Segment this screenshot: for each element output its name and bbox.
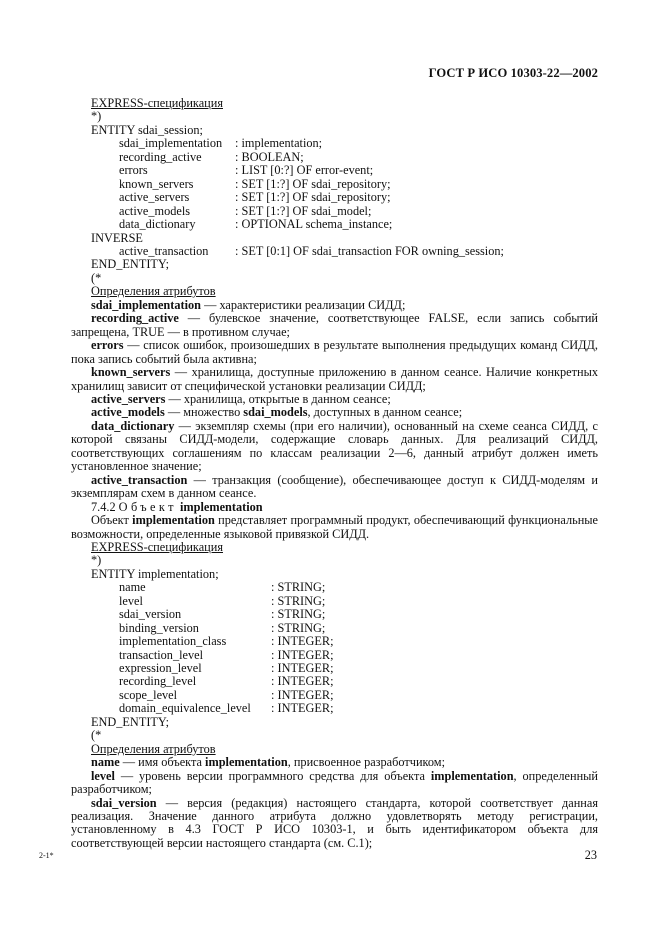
- definition-term: known_servers: [91, 365, 171, 380]
- comment-close: (*: [91, 270, 102, 285]
- intro-text: представляет программный продукт, обеспечивающий функциональные возможности, определенные языковой привязкой СИДД.: [71, 513, 598, 541]
- definition-paragraph: [71, 797, 598, 851]
- attribute-name: active_servers: [119, 190, 190, 205]
- definition-text: — экземпляр схемы (при его наличии), основанный на схеме сеанса СИДД, с которой связаны СИДД-модели, содержащие словарь данных. Для реализаций СИДД, соответствующих соглашениям по классам реализации 2—6, данный атрибут должен иметь установленное значение;: [71, 418, 598, 474]
- attribute-type: : INTEGER;: [271, 634, 334, 649]
- attribute-row: [71, 205, 598, 218]
- attribute-type: : BOOLEAN;: [235, 149, 304, 164]
- definitions-label: Определения атрибутов: [91, 284, 216, 299]
- intro-paragraph: [71, 514, 598, 541]
- definition-paragraph: [71, 393, 598, 406]
- definition-term: active_servers: [91, 391, 166, 406]
- attribute-name: sdai_version: [119, 607, 182, 622]
- attribute-row: [71, 622, 598, 635]
- attribute-type: : STRING;: [271, 620, 326, 635]
- attribute-row: [71, 137, 598, 150]
- page-header: ГОСТ Р ИСО 10303-22—2002: [428, 66, 598, 80]
- definition-term: name: [91, 755, 120, 770]
- attribute-row: [71, 164, 598, 177]
- definitions-label: Определения атрибутов: [91, 741, 216, 756]
- definition-text: , доступных в данном сеансе;: [307, 405, 463, 420]
- definition-text: — хранилища, доступные приложению в данном сеансе. Наличие конкретных хранилищ зависит от специфической установки реализации СИДД;: [71, 365, 598, 393]
- attribute-row: [71, 151, 598, 164]
- attribute-row: [71, 608, 598, 621]
- inverse-keyword: INVERSE: [91, 230, 143, 245]
- attribute-name: domain_equivalence_level: [119, 701, 251, 716]
- comment-close: (*: [91, 728, 102, 743]
- definition-text: — имя объекта: [119, 755, 206, 770]
- section-number: 7.4.2: [91, 499, 116, 514]
- definition-paragraph: [71, 474, 598, 501]
- definition-term-inline: sdai_models: [243, 405, 308, 420]
- attribute-row: [71, 675, 598, 688]
- attribute-type: : SET [1:?] OF sdai_repository;: [235, 176, 391, 191]
- attribute-name: recording_level: [119, 674, 197, 689]
- attribute-type: : SET [0:1] OF sdai_transaction FOR owning_session;: [235, 243, 504, 258]
- page-number: 23: [584, 848, 597, 862]
- definition-term: sdai_implementation: [91, 297, 201, 312]
- section-object-name: implementation: [179, 499, 263, 514]
- attribute-row: [71, 191, 598, 204]
- attribute-type: : INTEGER;: [271, 687, 334, 702]
- attribute-row: [71, 218, 598, 231]
- definition-term: data_dictionary: [91, 418, 175, 433]
- comment-open: *): [91, 553, 102, 568]
- attribute-type: : STRING;: [271, 593, 326, 608]
- definition-term-inline: implementation: [430, 768, 514, 783]
- definition-paragraph: [71, 420, 598, 474]
- definition-term: active_transaction: [91, 472, 188, 487]
- comment-open: *): [91, 109, 102, 124]
- definition-paragraph: [71, 339, 598, 366]
- attribute-name: binding_version: [119, 620, 199, 635]
- attribute-row: [71, 702, 598, 715]
- attribute-type: : INTEGER;: [271, 701, 334, 716]
- attribute-type: : implementation;: [235, 136, 323, 151]
- attribute-type: : STRING;: [271, 580, 326, 595]
- definition-text: , определенный разработчиком;: [71, 768, 599, 797]
- definition-paragraph: [71, 366, 598, 393]
- attribute-type: : SET [1:?] OF sdai_model;: [235, 203, 372, 218]
- attribute-row: [71, 635, 598, 648]
- entity-end: END_ENTITY;: [91, 257, 170, 272]
- attribute-row: [71, 178, 598, 191]
- intro-prefix: Объект: [91, 513, 133, 528]
- definition-term: sdai_version: [91, 795, 157, 810]
- attribute-type: : LIST [0:?] OF error-event;: [235, 163, 374, 178]
- definition-text: — версия (редакция) настоящего стандарта, которой соответствует данная реализация. Значение данного атрибута должно удовлетворять методу регистрации, установленному в 4.3 ГОСТ Р ИСО 10303-1, и быть идентификатором объекта для соответствующей версии настоящего стандарта (см. С.1);: [71, 795, 598, 850]
- attribute-row: [71, 689, 598, 702]
- attribute-name: recording_active: [119, 149, 202, 164]
- document-body: [71, 97, 598, 850]
- attribute-row: [71, 581, 598, 594]
- definition-paragraph: [71, 299, 598, 312]
- definition-text: — множество: [164, 405, 244, 420]
- attribute-type: : INTEGER;: [271, 647, 334, 662]
- attribute-type: : SET [1:?] OF sdai_repository;: [235, 190, 391, 205]
- attribute-type: : OPTIONAL schema_instance;: [235, 217, 393, 232]
- attribute-name: sdai_implementation: [119, 136, 223, 151]
- definition-text: — булевское значение, соответствующее FALSE, если запись событий запрещена, TRUE — в противном случае;: [71, 311, 598, 339]
- definition-paragraph: [71, 312, 598, 339]
- express-spec-label: EXPRESS-спецификация: [91, 539, 223, 554]
- definition-text: — уровень версии программного средства для объекта: [114, 768, 431, 783]
- attribute-row: [71, 649, 598, 662]
- attribute-type: : STRING;: [271, 607, 326, 622]
- definition-term: errors: [91, 338, 124, 353]
- attribute-name: active_transaction: [119, 243, 209, 258]
- attribute-row: [71, 595, 598, 608]
- attribute-name: known_servers: [119, 176, 194, 191]
- definition-text: — список ошибок, произошедших в результате выполнения предыдущих команд СИДД, пока запись событий была активна;: [71, 338, 598, 366]
- intro-term: implementation: [132, 513, 215, 528]
- definition-paragraph: [71, 770, 598, 797]
- attribute-name: name: [119, 580, 146, 595]
- attribute-type: : INTEGER;: [271, 674, 334, 689]
- attribute-name: scope_level: [119, 687, 178, 702]
- definition-term-inline: implementation: [205, 755, 288, 770]
- definition-text: — характеристики реализации СИДД;: [201, 297, 406, 312]
- attribute-name: errors: [119, 163, 148, 178]
- entity-declaration: ENTITY sdai_session;: [91, 122, 203, 137]
- attribute-name: implementation_class: [119, 634, 227, 649]
- attribute-type: : INTEGER;: [271, 661, 334, 676]
- section-object-word: Объект: [118, 499, 177, 514]
- express-spec-label: EXPRESS-спецификация: [91, 96, 223, 110]
- section-heading: [71, 501, 598, 514]
- attribute-name: level: [119, 593, 143, 608]
- definition-paragraph: [71, 406, 598, 419]
- entity-declaration: ENTITY implementation;: [91, 566, 219, 581]
- entity-end: END_ENTITY;: [91, 714, 170, 729]
- signature-mark: 2-1*: [39, 851, 54, 860]
- attribute-name: data_dictionary: [119, 217, 196, 232]
- definition-term: recording_active: [91, 311, 179, 326]
- definition-term: active_models: [91, 405, 165, 420]
- definition-text: — хранилища, открытые в данном сеансе;: [165, 391, 391, 406]
- attribute-row: [71, 662, 598, 675]
- definition-text: , присвоенное разработчиком;: [287, 755, 445, 770]
- attribute-name: expression_level: [119, 661, 202, 676]
- attribute-name: transaction_level: [119, 647, 203, 662]
- definition-term: level: [91, 768, 115, 783]
- definition-paragraph: [71, 756, 598, 769]
- attribute-name: active_models: [119, 203, 191, 218]
- definition-text: — транзакция (сообщение), обеспечивающее доступ к СИДД-моделям и экземплярам схем в данном сеансе.: [71, 472, 598, 501]
- attribute-row: [71, 245, 598, 258]
